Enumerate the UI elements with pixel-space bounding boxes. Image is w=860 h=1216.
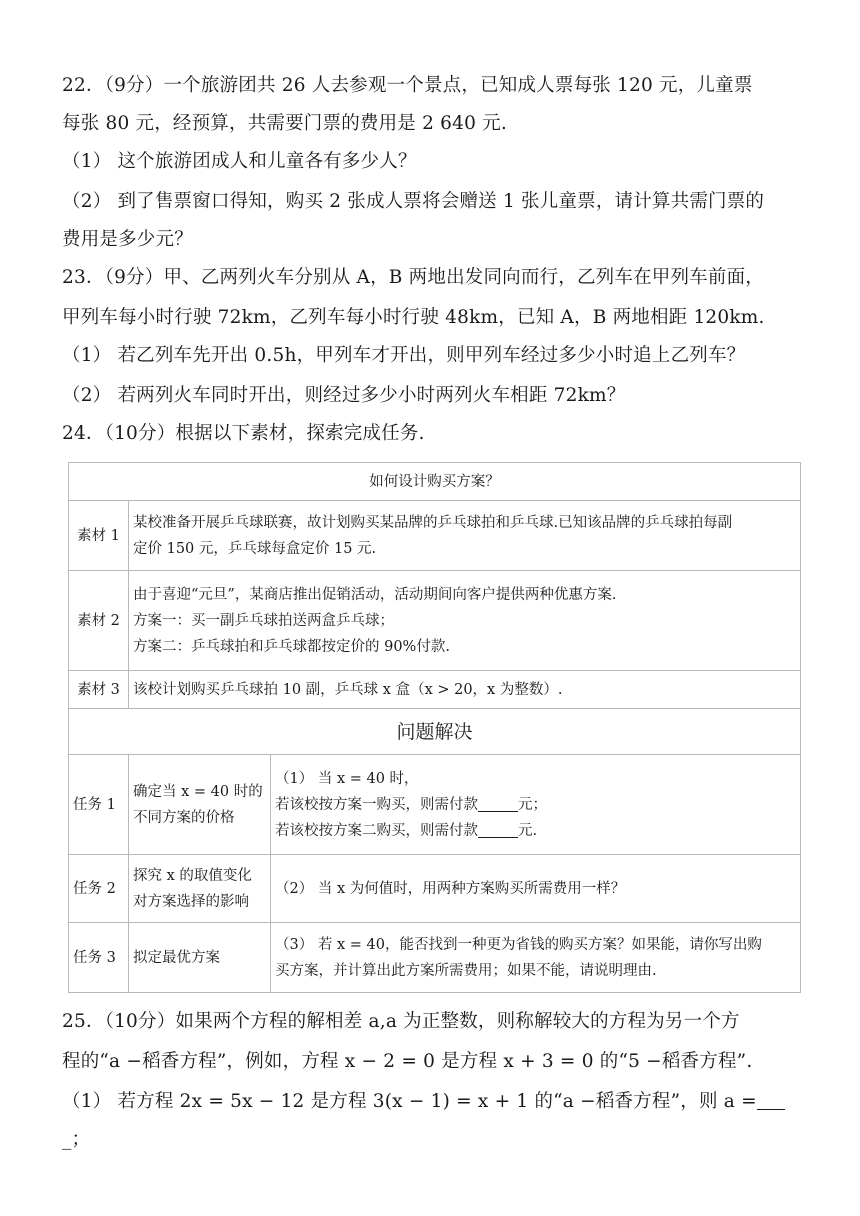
- q25-line-1: 25．（10分）如果两个方程的解相差 a,a 为正整数，则称解较大的方程为另一个方: [62, 1011, 740, 1032]
- task-3-content: [271, 923, 801, 993]
- task-1-desc: [129, 755, 271, 855]
- q22-part-2-cont: 费用是多少元？: [62, 229, 193, 250]
- answer-blank-a[interactable]: [757, 1093, 785, 1110]
- q25-part-1-text: （1） 若方程 2x = 5x − 12 是方程 3(x − 1) = x + 1 的“a −稻香方程”，则 a =: [62, 1091, 757, 1112]
- material-1-line-1: 某校准备开展乒乓球联赛，故计划购买某品牌的乒乓球拍和乒乓球.已知该品牌的乒乓球拍每副: [133, 514, 733, 531]
- task-1-line-2: [275, 792, 796, 818]
- task-1-line-1: （1） 当 x = 40 时，: [275, 770, 419, 787]
- material-2-line-2: 方案一：买一副乒乓球拍送两盒乒乓球；: [133, 612, 394, 629]
- material-2-line-3: 方案二：乒乓球拍和乒乓球都按定价的 90%付款.: [133, 638, 450, 655]
- material-1-label: 素材 1: [69, 501, 129, 571]
- material-3-content: 该校计划购买乒乓球拍 10 副，乒乓球 x 盒（x > 20，x 为整数）.: [129, 671, 801, 709]
- task-1-line-3: [275, 818, 796, 844]
- q23-part-2: （2） 若两列火车同时开出，则经过多少小时两列火车相距 72km？: [62, 385, 626, 406]
- task-2-desc-line-1: 探究 x 的取值变化: [133, 867, 252, 884]
- q22-part-2: （2） 到了售票窗口得知，购买 2 张成人票将会赠送 1 张儿童票，请计算共需门票的: [62, 191, 765, 212]
- material-2-label: 素材 2: [69, 571, 129, 671]
- task-2-content: （2） 当 x 为何值时，用两种方案购买所需费用一样？: [271, 855, 801, 923]
- q22-line-2: 每张 80 元，经预算，共需要门票的费用是 2 640 元.: [62, 113, 507, 134]
- task-1-line-2-text: 若该校按方案一购买，则需付款: [275, 796, 478, 813]
- task-3-line-2: 买方案，并计算出此方案所需费用；如果不能，请说明理由.: [275, 962, 657, 979]
- task-1-line-3-text: 若该校按方案二购买，则需付款: [275, 822, 478, 839]
- material-1-line-2: 定价 150 元，乒乓球每盒定价 15 元.: [133, 540, 377, 557]
- q25-part-1: [62, 1088, 820, 1116]
- q23-line-2: 甲列车每小时行驶 72km，乙列车每小时行驶 48km，已知 A，B 两地相距 120km.: [62, 307, 765, 328]
- task-3-line-1: （3） 若 x = 40，能否找到一种更为省钱的购买方案？如果能，请你写出购: [275, 936, 762, 953]
- answer-blank-plan-2[interactable]: [478, 821, 518, 838]
- materials-table: [68, 462, 801, 993]
- answer-blank-plan-1[interactable]: [478, 795, 518, 812]
- material-2-line-1: 由于喜迎“元旦”，某商店推出促销活动，活动期间向客户提供两种优惠方案.: [133, 586, 617, 603]
- task-1-content: [271, 755, 801, 855]
- task-1-desc-line-1: 确定当 x = 40 时的: [133, 783, 263, 800]
- q22-part-1: （1） 这个旅游团成人和儿童各有多少人？: [62, 151, 417, 172]
- q25-part-1-cont: _；: [62, 1129, 91, 1150]
- task-3-desc: 拟定最优方案: [129, 923, 271, 993]
- material-3-label: 素材 3: [69, 671, 129, 709]
- task-2-label: 任务 2: [69, 855, 129, 923]
- task-2-desc-line-2: 对方案选择的影响: [133, 893, 249, 910]
- task-3-label: 任务 3: [69, 923, 129, 993]
- q23-line-1: 23．（9分）甲、乙两列火车分别从 A，B 两地出发同向而行，乙列车在甲列车前面，: [62, 267, 764, 288]
- task-1-desc-line-2: 不同方案的价格: [133, 809, 235, 826]
- q22-line-1: 22．（9分）一个旅游团共 26 人去参观一个景点，已知成人票每张 120 元，儿童票: [62, 75, 753, 96]
- material-2-content: [129, 571, 801, 671]
- q24-line-1: 24．（10分）根据以下素材，探索完成任务.: [62, 423, 425, 444]
- problem-solving-title: 问题解决: [69, 709, 801, 755]
- task-2-desc: [129, 855, 271, 923]
- material-1-content: [129, 501, 801, 571]
- task-1-line-3-end: 元.: [518, 822, 538, 839]
- table-title: 如何设计购买方案？: [69, 463, 801, 501]
- q23-part-1: （1） 若乙列车先开出 0.5h，甲列车才开出，则甲列车经过多少小时追上乙列车？: [62, 345, 746, 366]
- q25-line-2: 程的“a −稻香方程”，例如，方程 x − 2 = 0 是方程 x + 3 = 0 的“5 −稻香方程”.: [62, 1051, 753, 1072]
- task-1-label: 任务 1: [69, 755, 129, 855]
- task-1-line-2-end: 元；: [518, 796, 547, 813]
